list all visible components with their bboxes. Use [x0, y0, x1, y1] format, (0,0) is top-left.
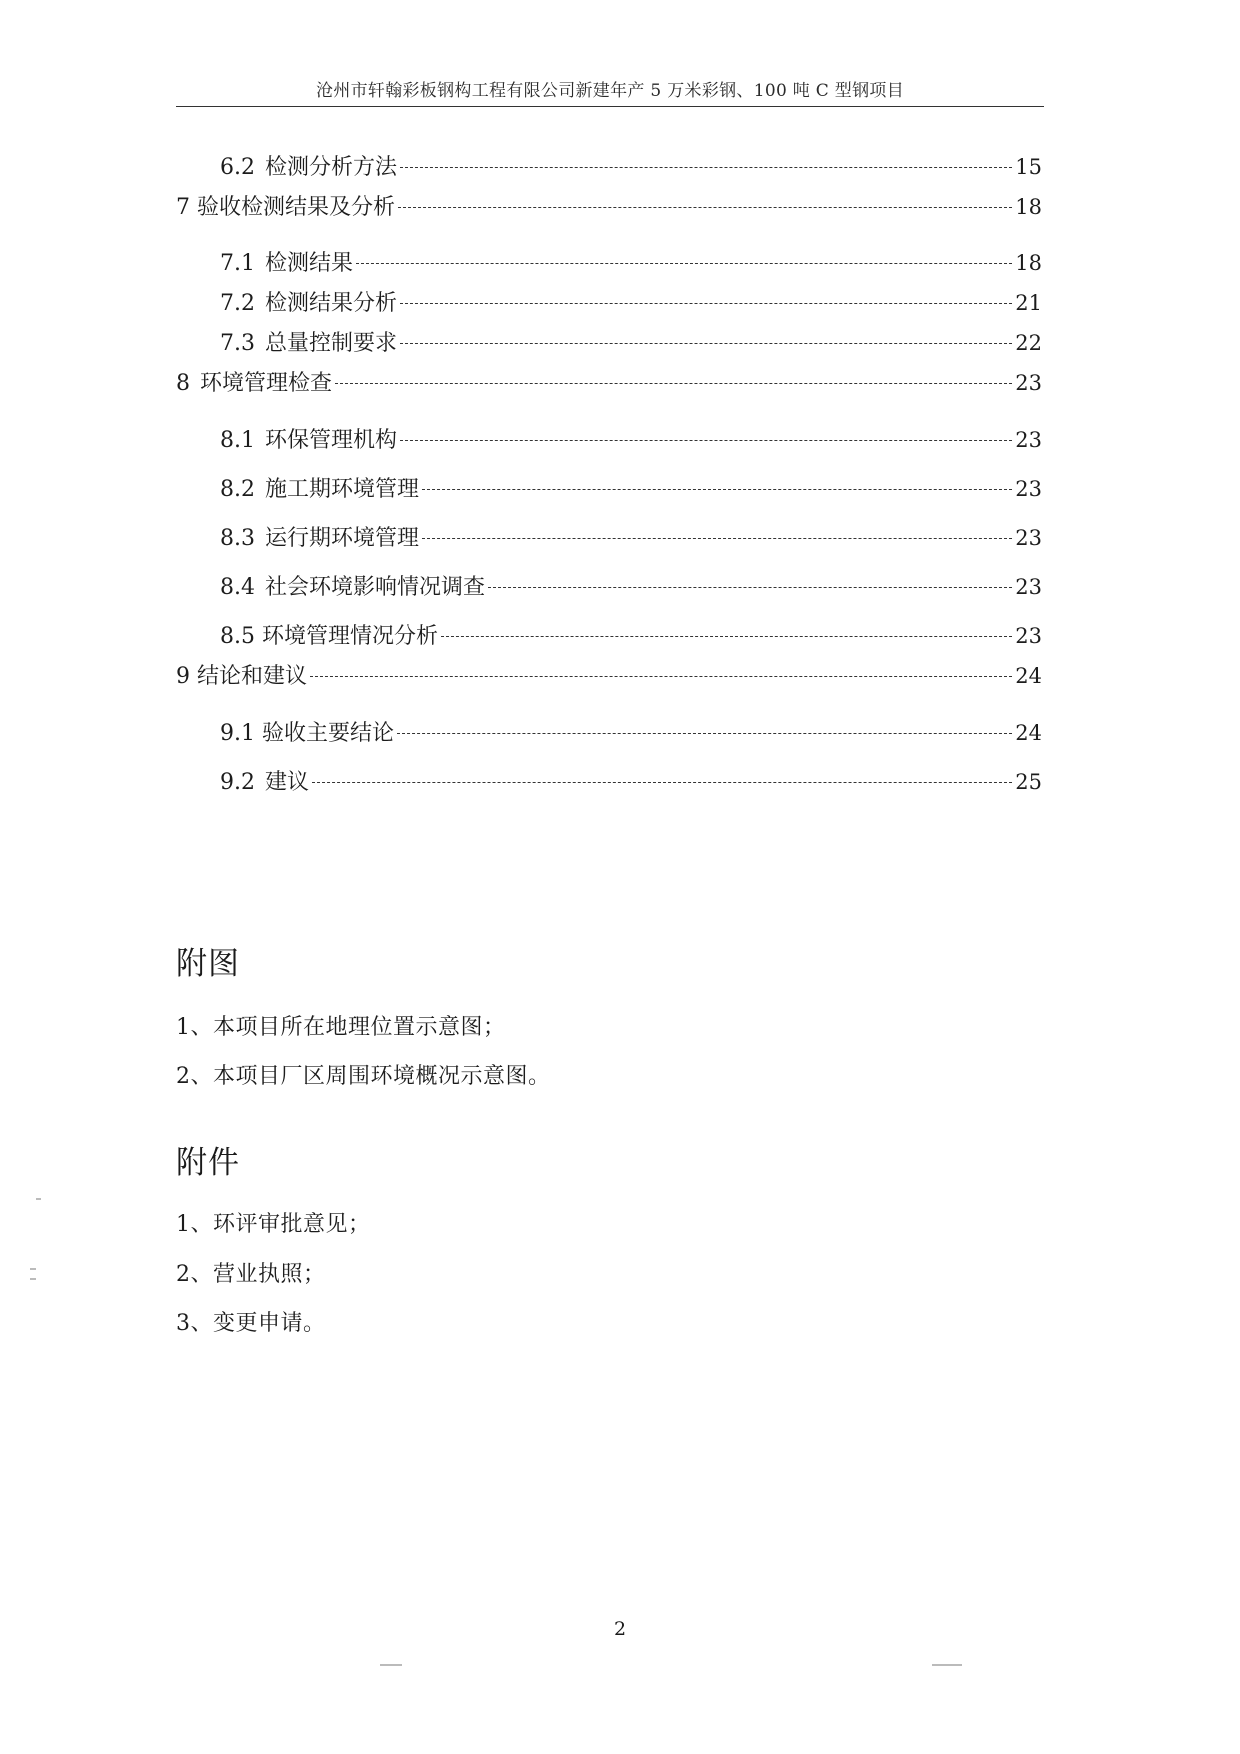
toc-entry-6-2[interactable] [220, 150, 1042, 181]
toc-leader [400, 302, 1012, 304]
toc-title: 环境管理情况分析 [262, 624, 439, 649]
figure-item: 1、本项目所在地理位置示意图； [176, 1015, 506, 1040]
toc-number: 9.2 [220, 770, 255, 795]
toc-leader [400, 342, 1012, 344]
toc-page-number: 18 [1015, 195, 1042, 219]
toc-leader [441, 635, 1012, 637]
toc-title: 建议 [265, 770, 310, 795]
toc-number: 7.3 [220, 331, 255, 356]
toc-number: 7.1 [220, 251, 255, 276]
figure-item: 2、本项目厂区周围环境概况示意图。 [176, 1064, 551, 1089]
toc-page-number: 23 [1015, 428, 1042, 452]
toc-page-number: 21 [1015, 291, 1042, 315]
toc-page-number: 18 [1015, 251, 1042, 275]
toc-entry-8[interactable] [176, 366, 1042, 397]
figures-heading: 附图 [176, 946, 240, 982]
toc-entry-8-3[interactable] [220, 521, 1042, 552]
toc-leader [397, 732, 1012, 734]
attachments-heading: 附件 [176, 1145, 240, 1181]
toc-page-number: 22 [1015, 331, 1042, 355]
toc-entry-9[interactable] [176, 659, 1042, 690]
toc-page-number: 24 [1015, 664, 1042, 688]
toc-leader [312, 781, 1012, 783]
toc-title: 施工期环境管理 [265, 477, 420, 502]
toc-leader [310, 675, 1012, 677]
toc-page-number: 23 [1015, 624, 1042, 648]
toc-entry-9-1[interactable] [220, 716, 1042, 747]
toc-number: 9.1 [220, 721, 255, 746]
attachment-item: 1、环评审批意见； [176, 1212, 371, 1237]
toc-entry-8-5[interactable] [220, 619, 1042, 650]
toc-page-number: 23 [1015, 575, 1042, 599]
toc-entry-8-2[interactable] [220, 472, 1042, 503]
scan-mark [36, 1198, 41, 1200]
toc-number: 8.2 [220, 477, 255, 502]
toc-entry-7-3[interactable] [220, 326, 1042, 357]
toc-entry-7-2[interactable] [220, 286, 1042, 317]
toc-number: 7.2 [220, 291, 255, 316]
toc-leader [335, 382, 1012, 384]
toc-entry-8-4[interactable] [220, 570, 1042, 601]
toc-leader [400, 439, 1012, 441]
toc-entry-9-2[interactable] [220, 765, 1042, 796]
toc-title: 结论和建议 [197, 664, 308, 689]
toc-entry-7[interactable] [176, 190, 1042, 221]
scan-mark [380, 1664, 402, 1666]
running-header: 沧州市轩翰彩板钢构工程有限公司新建年产 5 万米彩钢、100 吨 C 型钢项目 [316, 81, 904, 101]
toc-leader [398, 206, 1012, 208]
toc-leader [356, 262, 1012, 264]
toc-title: 社会环境影响情况调查 [265, 575, 486, 600]
toc-number: 8.1 [220, 428, 255, 453]
scan-mark [30, 1278, 36, 1280]
toc-leader [422, 488, 1012, 490]
toc-leader [488, 586, 1012, 588]
toc-title: 验收检测结果及分析 [197, 195, 396, 220]
toc-title: 检测结果 [265, 251, 354, 276]
page-number: 2 [613, 1618, 627, 1640]
toc-entry-8-1[interactable] [220, 423, 1042, 454]
toc-title: 总量控制要求 [265, 331, 398, 356]
toc-title: 验收主要结论 [262, 721, 395, 746]
toc-title: 运行期环境管理 [265, 526, 420, 551]
toc-number: 8.3 [220, 526, 255, 551]
toc-page-number: 25 [1015, 770, 1042, 794]
toc-page-number: 15 [1015, 155, 1042, 179]
toc-number: 8 [176, 371, 190, 396]
toc-page-number: 23 [1015, 371, 1042, 395]
toc-page-number: 23 [1015, 477, 1042, 501]
scan-mark [932, 1664, 962, 1666]
toc-page-number: 24 [1015, 721, 1042, 745]
toc-title: 环保管理机构 [265, 428, 398, 453]
toc-leader [400, 166, 1012, 168]
toc-title: 环境管理检查 [200, 371, 333, 396]
attachment-item: 2、营业执照； [176, 1262, 326, 1287]
attachment-item: 3、变更申请。 [176, 1311, 326, 1336]
toc-leader [422, 537, 1012, 539]
toc-entry-7-1[interactable] [220, 246, 1042, 277]
scan-mark [30, 1268, 36, 1270]
toc-number: 8.5 [220, 624, 255, 649]
toc-page-number: 23 [1015, 526, 1042, 550]
toc-number: 9 [176, 664, 190, 689]
toc-title: 检测分析方法 [265, 155, 398, 180]
toc-title: 检测结果分析 [265, 291, 398, 316]
toc-number: 6.2 [220, 155, 255, 180]
toc-number: 8.4 [220, 575, 255, 600]
header-rule [176, 106, 1044, 107]
toc-number: 7 [176, 195, 190, 220]
